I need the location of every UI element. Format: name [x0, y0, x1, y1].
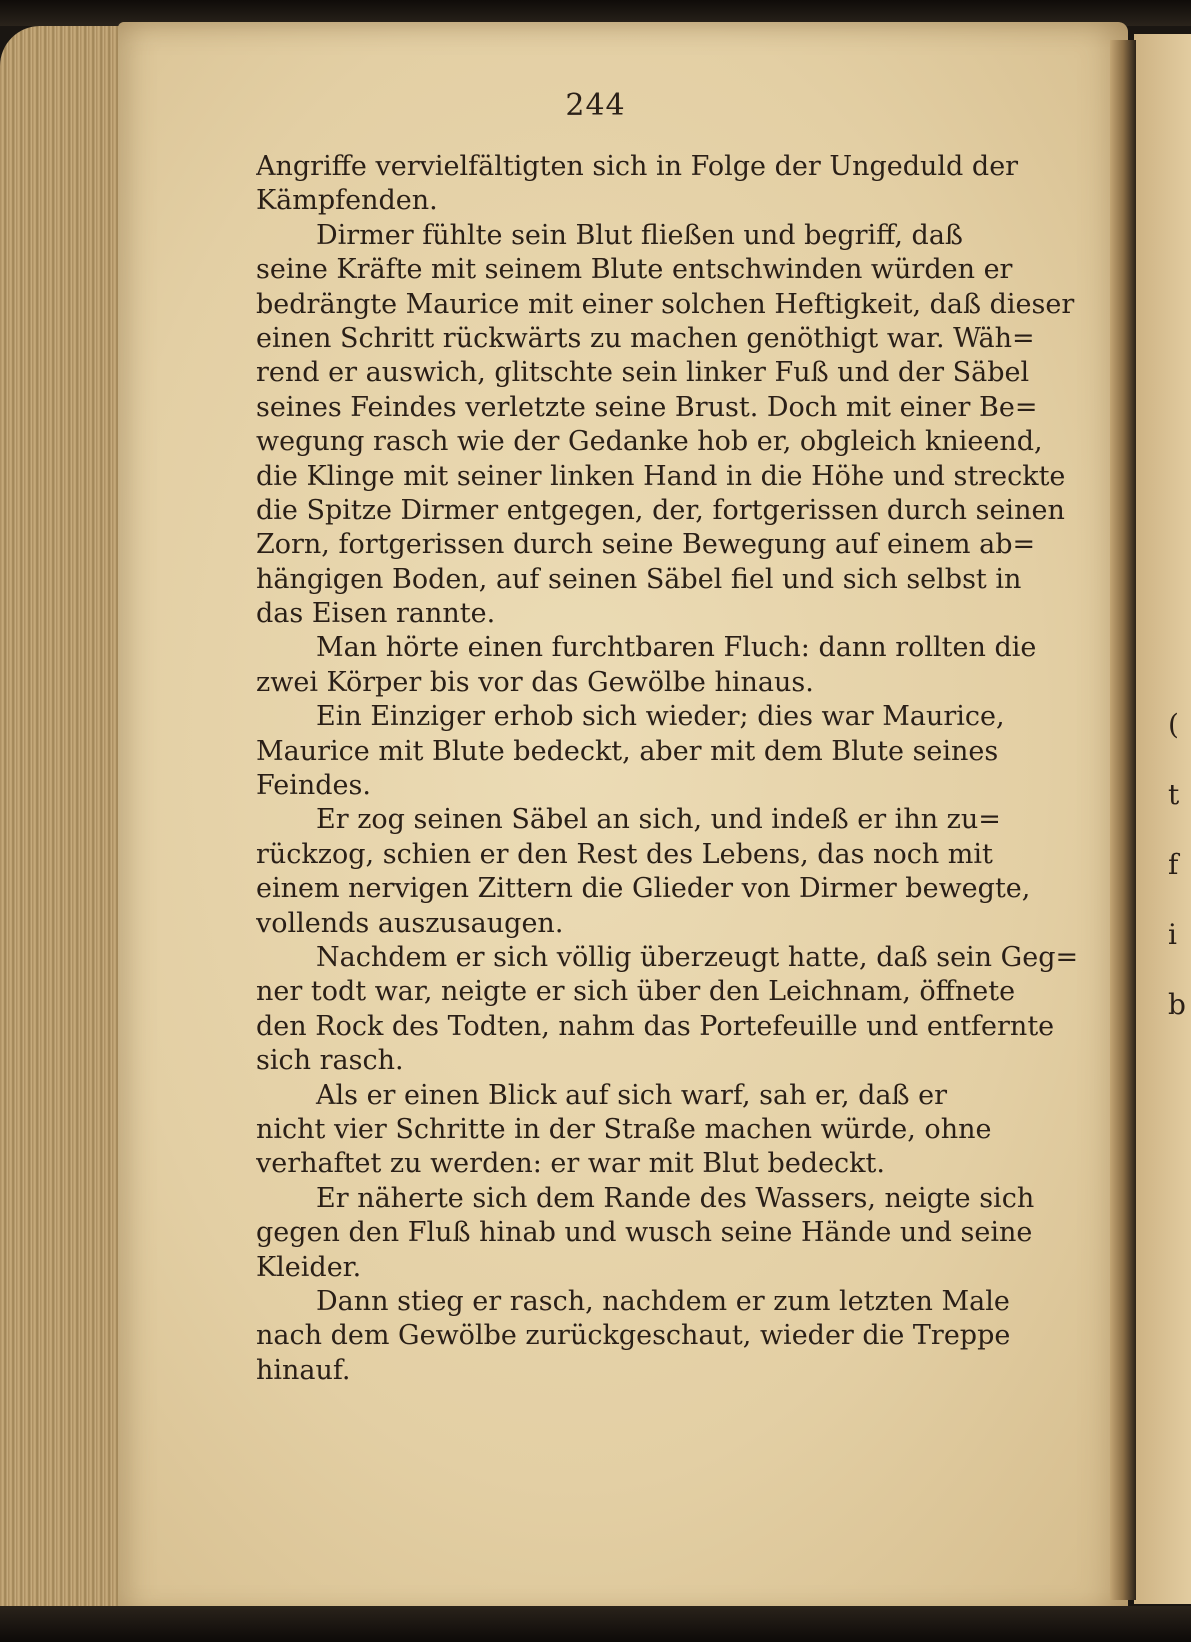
text-line: rend er auswich, glitschte sein linker Fuß und der Säbel — [256, 357, 1030, 389]
facing-page-fragment: f — [1168, 848, 1179, 881]
text-line: das Eisen rannte. — [256, 598, 496, 630]
text-line: Kleider. — [256, 1251, 362, 1283]
facing-page-text-fragments — [1168, 690, 1188, 1040]
facing-page-fragment: ( — [1168, 708, 1179, 741]
text-line: Ein Einziger erhob sich wieder; dies war Maurice, — [316, 701, 1005, 733]
text-line: vollends auszusaugen. — [256, 907, 564, 939]
text-line: Er zog seinen Säbel an sich, und indeß er ihn zu= — [316, 804, 1001, 836]
text-line: seine Kräfte mit seinem Blute entschwinden würden er — [256, 254, 1013, 286]
text-line: Dann stieg er rasch, nachdem er zum letzten Male — [316, 1285, 1010, 1317]
text-line: nicht vier Schritte in der Straße machen würde, ohne — [256, 1113, 992, 1145]
text-line: nach dem Gewölbe zurückgeschaut, wieder die Treppe — [256, 1320, 1011, 1352]
text-line: Zorn, fortgerissen durch seine Bewegung auf einem ab= — [256, 529, 1036, 561]
text-line: einen Schritt rückwärts zu machen genöthigt war. Wäh= — [256, 322, 1035, 354]
facing-page-fragment: t — [1168, 778, 1180, 811]
text-line: Maurice mit Blute bedeckt, aber mit dem Blute seines — [256, 735, 999, 767]
text-line: hinauf. — [256, 1354, 351, 1386]
text-line: hängigen Boden, auf seinen Säbel fiel und sich selbst in — [256, 563, 1022, 595]
text-line: Angriffe vervielfältigten sich in Folge der Ungeduld der — [256, 151, 1019, 182]
text-line: wegung rasch wie der Gedanke hob er, obgleich knieend, — [256, 426, 1043, 458]
text-line: bedrängte Maurice mit einer solchen Heftigkeit, daß dieser — [256, 288, 1075, 320]
text-line: einem nervigen Zittern die Glieder von Dirmer bewegte, — [256, 873, 1031, 905]
facing-page-fragment: i — [1168, 918, 1177, 951]
text-line: den Rock des Todten, nahm das Portefeuille und entfernte — [256, 1010, 1055, 1042]
body-text — [256, 150, 1078, 1388]
text-line: die Klinge mit seiner linken Hand in die Höhe und streckte — [256, 460, 1066, 492]
bottom-shadow — [0, 1606, 1191, 1642]
text-line: Als er einen Blick auf sich warf, sah er, daß er — [316, 1079, 948, 1111]
text-line: Kämpfenden. — [256, 185, 438, 217]
text-line: sich rasch. — [256, 1045, 404, 1077]
text-line: die Spitze Dirmer entgegen, der, fortgerissen durch seinen — [256, 494, 1065, 526]
text-line: Dirmer fühlte sein Blut fließen und begriff, daß — [316, 219, 963, 251]
text-line: Er näherte sich dem Rande des Wassers, neigte sich — [316, 1182, 1035, 1214]
text-line: verhaftet zu werden: er war mit Blut bedeckt. — [256, 1148, 885, 1180]
text-line: Feindes. — [256, 770, 371, 802]
book-gutter — [1110, 40, 1136, 1600]
book-page-edges — [0, 26, 120, 1618]
page-number: 244 — [565, 88, 626, 123]
text-line: rückzog, schien er den Rest des Lebens, das noch mit — [256, 838, 993, 870]
facing-page-fragment: b — [1168, 988, 1186, 1021]
text-line: Man hörte einen furchtbaren Fluch: dann rollten die — [316, 632, 1037, 664]
text-line: seines Feindes verletzte seine Brust. Doch mit einer Be= — [256, 391, 1038, 423]
text-line: zwei Körper bis vor das Gewölbe hinaus. — [256, 666, 814, 698]
text-line: Nachdem er sich völlig überzeugt hatte, daß sein Geg= — [316, 941, 1078, 973]
text-line: ner todt war, neigte er sich über den Leichnam, öffnete — [256, 976, 1016, 1008]
text-line: gegen den Fluß hinab und wusch seine Hände und seine — [256, 1217, 1033, 1249]
